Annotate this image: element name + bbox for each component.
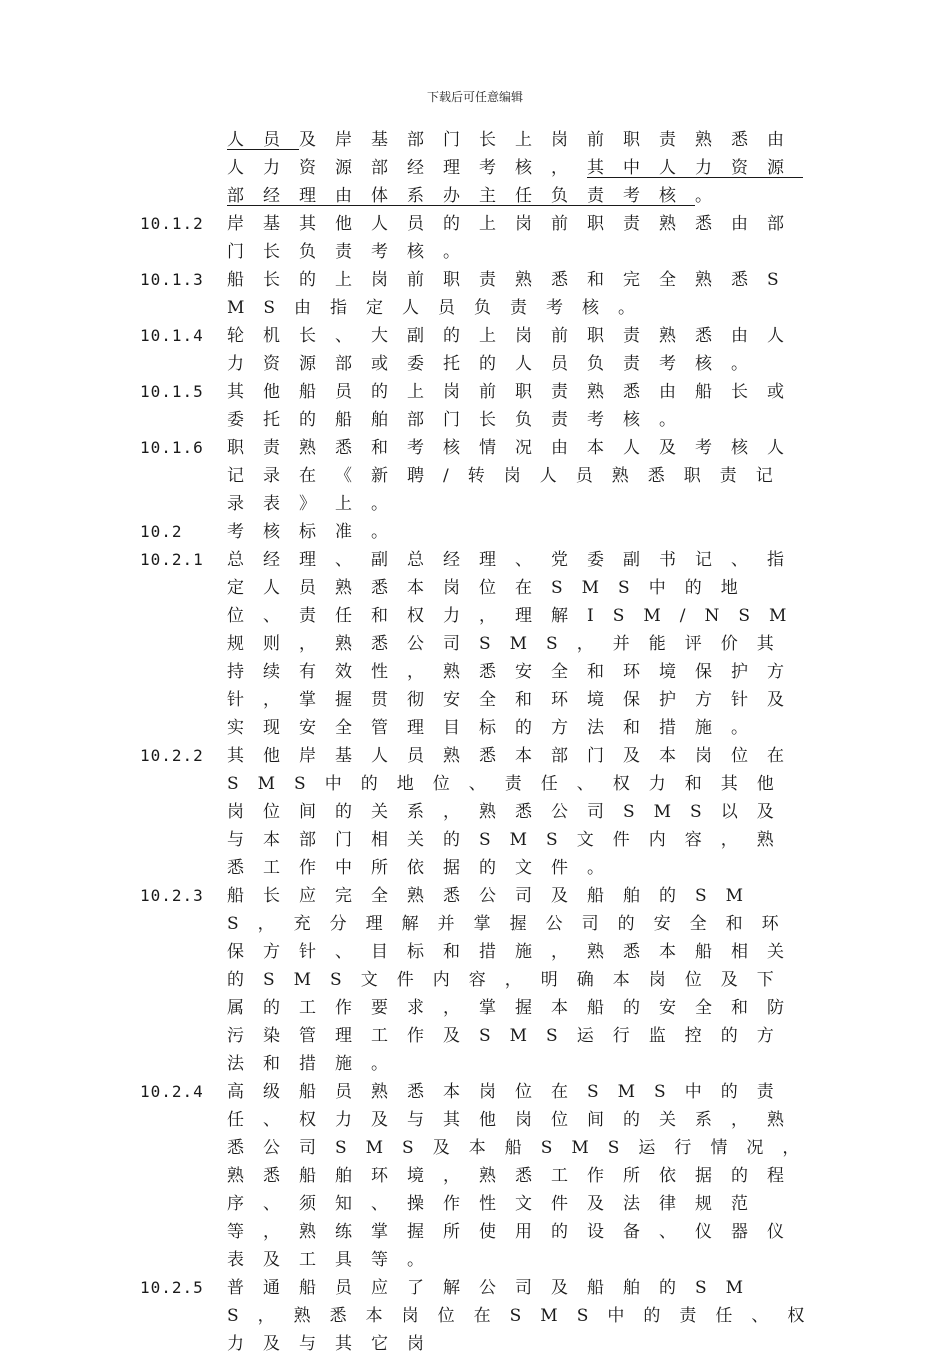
text-segment: 及岸基部门长上岗前职责熟悉由人力资源部经理考核， [227, 130, 803, 178]
clause-text [227, 1078, 827, 1274]
clause-number: 10.1.2 [140, 214, 204, 233]
underlined-text: 人员 [227, 130, 299, 150]
clause-text [227, 378, 827, 434]
text-segment: 。 [695, 186, 731, 206]
clause-text [227, 434, 827, 518]
clause-item [0, 882, 950, 1078]
clause-item [0, 1274, 950, 1358]
clause-number: 10.2.1 [140, 550, 204, 569]
text-segment: 其他岸基人员熟悉本部门及本岗位在SMS中的地位、责任、权力和其他岗位间的关系，熟悉公司SMS以及与本部门相关的SMS文件内容，熟悉工作中所依据的文件。 [227, 746, 803, 878]
clause-number: 10.2.2 [140, 746, 204, 765]
clause-item [0, 518, 950, 546]
clause-number: 10.1.4 [140, 326, 204, 345]
clause-text [227, 266, 827, 322]
clause-text [227, 742, 827, 882]
clause-number: 10.2.5 [140, 1278, 204, 1297]
clause-item [0, 742, 950, 882]
clause-item [0, 322, 950, 378]
clause-text [227, 210, 827, 266]
clause-item [0, 378, 950, 434]
clause-number: 10.1.3 [140, 270, 204, 289]
clause-number: 10.2.4 [140, 1082, 204, 1101]
clause-item [0, 210, 950, 266]
clause-text [227, 1274, 827, 1358]
text-segment: 船长的上岗前职责熟悉和完全熟悉SMS由指定人员负责考核。 [227, 270, 798, 318]
clause-text [227, 322, 827, 378]
clause-text [227, 882, 827, 1078]
clause-number: 10.2 [140, 522, 183, 541]
clause-text [227, 518, 827, 546]
clause-item [0, 546, 950, 742]
text-segment: 高级船员熟悉本岗位在SMS中的责任、权力及与其他岗位间的关系，熟悉公司SMS及本船SMS运行情况，熟悉船舶环境，熟悉工作所依据的程序、须知、操作性文件及法律规范等，熟练掌握所使用的设备、仪器仪表及工具等。 [227, 1082, 819, 1270]
clause-text [227, 546, 827, 742]
clause-number: 10.1.5 [140, 382, 204, 401]
text-segment: 轮机长、大副的上岗前职责熟悉由人力资源部或委托的人员负责考核。 [227, 326, 803, 374]
underlined-text: 其中人力资源部经理由体系办主任负责考核 [227, 158, 803, 206]
text-segment: 总经理、副总经理、党委副书记、指定人员熟悉本岗位在SMS中的地位、责任和权力，理解ISM/NSM规则，熟悉公司SMS，并能评价其持续有效性，熟悉安全和环境保护方针，掌握贯彻安全和环境保护方针及实现安全管理目标的方法和措施。 [227, 550, 806, 738]
page-header: 下载后可任意编辑 [426, 90, 523, 104]
clause-number: 10.2.3 [140, 886, 204, 905]
text-segment: 考核标准。 [227, 522, 407, 542]
clause-item [0, 126, 950, 210]
text-segment: 其他船员的上岗前职责熟悉由船长或委托的船舶部门长负责考核。 [227, 382, 803, 430]
clause-item [0, 434, 950, 518]
clause-item [0, 266, 950, 322]
text-segment: 岸基其他人员的上岗前职责熟悉由部门长负责考核。 [227, 214, 803, 262]
text-segment: 普通船员应了解公司及船舶的SMS，熟悉本岗位在SMS中的责任、权力及与其它岗 [227, 1278, 824, 1354]
clause-item [0, 1078, 950, 1274]
text-segment: 船长应完全熟悉公司及船舶的SMS，充分理解并掌握公司的安全和环保方针、目标和措施，熟悉本船相关的SMS文件内容，明确本岗位及下属的工作要求，掌握本船的安全和防污染管理工作及SMS运行监控的方法和措施。 [227, 886, 803, 1074]
text-segment: 职责熟悉和考核情况由本人及考核人记录在《新聘/转岗人员熟悉职责记录表》上。 [227, 438, 803, 514]
clause-number: 10.1.6 [140, 438, 204, 457]
document-body [0, 126, 950, 1358]
clause-text [227, 126, 827, 210]
